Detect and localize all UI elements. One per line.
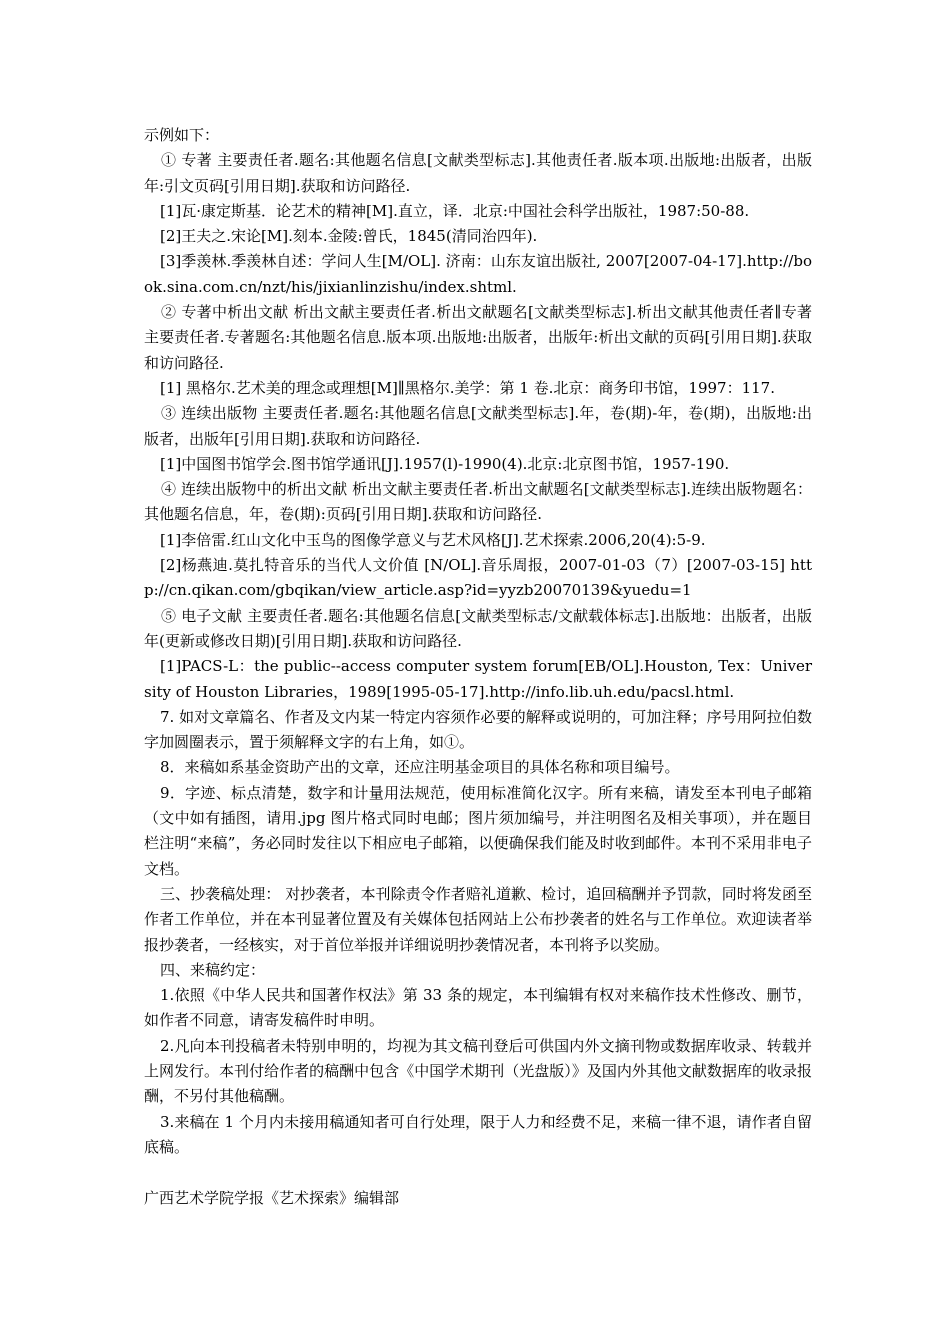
- reference-example: [2]杨燕迪.莫扎特音乐的当代人文价值 [N/OL].音乐周报，2007-01-03（7）[2007-03-15] http://cn.qikan.com/gbqikan/view_article.asp?id=yyzb20070139&yuedu=1: [144, 556, 812, 600]
- reference-example: [1]中国图书馆学会.图书馆学通讯[J].1957(l)-1990(4).北京:北京图书馆，1957-190.: [160, 454, 730, 473]
- reference-example: [1]瓦·康定斯基．论艺术的精神[M].直立，译．北京:中国社会科学出版社，1987:50-88.: [160, 201, 750, 220]
- rule-item-7: 7. 如对文章篇名、作者及文内某一特定内容须作必要的解释或说明的，可加注释；序号用阿拉伯数字加圆圈表示，置于须解释文字的右上角，如①。: [144, 707, 812, 752]
- agreement-item-1: 1.依照《中华人民共和国著作权法》第 33 条的规定，本刊编辑有权对来稿作技术性修改、删节，如作者不同意，请寄发稿件时申明。: [144, 986, 812, 1030]
- editorial-signature: 广西艺术学院学报《艺术探索》编辑部: [144, 1189, 400, 1208]
- agreement-item-3: 3.来稿在 1 个月内未接用稿通知者可自行处理，限于人力和经费不足，来稿一律不退，请作者自留底稿。: [144, 1112, 812, 1156]
- paragraph-intro: 示例如下：: [144, 126, 220, 144]
- section-plagiarism: 三、抄袭稿处理： 对抄袭者，本刊除责令作者赔礼道歉、检讨，追回稿酬并予罚款，同时将发函至作者工作单位，并在本刊显著位置及有关媒体包括网站上公布抄袭者的姓名与工作单位。欢迎读者举报抄袭者，一经核实，对于首位举报并详细说明抄袭情况者，本刊将予以奖励。: [144, 884, 812, 954]
- spacer: [144, 1160, 812, 1186]
- reference-example: [1]PACS-L：the public--access computer system forum[EB/OL].Houston, Tex：University of Houston Libraries，1989[1995-05-17].http://info.lib.uh.edu/pacsl.html.: [144, 657, 812, 701]
- paragraph-article-format: ④ 连续出版物中的析出文献 析出文献主要责任者.析出文献题名[文献类型标志].连续出版物题名：其他题名信息，年，卷(期):页码[引用日期].获取和访问路径.: [144, 480, 812, 524]
- paragraph-monograph-format: ① 专著 主要责任者.题名:其他题名信息[文献类型标志].其他责任者.版本项.出版地:出版者，出版年:引文页码[引用日期].获取和访问路径.: [144, 151, 812, 195]
- reference-example: [2]王夫之.宋论[M].刻本.金陵:曾氏，1845(清同治四年).: [160, 227, 538, 246]
- paragraph-electronic-format: ⑤ 电子文献 主要责任者.题名:其他题名信息[文献类型标志/文献载体标志].出版地：出版者，出版年(更新或修改日期)[引用日期].获取和访问路径.: [144, 606, 812, 650]
- rule-item-8: 8．来稿如系基金资助产出的文章，还应注明基金项目的具体名称和项目编号。: [160, 758, 680, 777]
- rule-item-9: 9．字迹、标点清楚，数字和计量用法规范，使用标准简化汉字。所有来稿，请发至本刊电子邮箱（文中如有插图，请用.jpg 图片格式同时电邮；图片须加编号，并注明图名及相关事项），并在题目栏注明“来稿”，务必同时发往以下相应电子邮箱，以便确保我们能及时收到邮件。本刊不采用非电子文档。: [144, 783, 812, 878]
- paragraph-chapter-format: ② 专著中析出文献 析出文献主要责任者.析出文献题名[文献类型标志].析出文献其他责任者∥专著主要责任者.专著题名:其他题名信息.版本项.出版地:出版者，出版年:析出文献的页码[引用日期].获取和访问路径.: [144, 303, 812, 372]
- reference-example: [3]季羡林.季羡林自述：学问人生[M/OL]. 济南：山东友谊出版社, 2007[2007-04-17].http://book.sina.com.cn/nzt/his/jixianlinzishu/index.shtml.: [144, 252, 812, 296]
- agreement-item-2: 2.凡向本刊投稿者未特别申明的，均视为其文稿刊登后可供国内外文摘刊物或数据库收录、转载并上网发行。本刊付给作者的稿酬中包含《中国学术期刊（光盘版）》及国内外其他文献数据库的收录报酬，不另付其他稿酬。: [144, 1036, 812, 1106]
- reference-example: [1]李倍雷.红山文化中玉鸟的图像学意义与艺术风格[J].艺术探索.2006,20(4):5-9.: [160, 530, 706, 549]
- document-body: [144, 123, 812, 1211]
- paragraph-serial-format: ③ 连续出版物 主要责任者.题名:其他题名信息[文献类型标志].年，卷(期)-年，卷(期)，出版地:出版者，出版年[引用日期].获取和访问路径.: [144, 404, 812, 448]
- reference-example: [1] 黑格尔.艺术美的理念或理想[M]∥黑格尔.美学：第 1 卷.北京：商务印书馆，1997：117.: [160, 378, 775, 397]
- section-heading-agreement: 四、来稿约定：: [160, 960, 266, 979]
